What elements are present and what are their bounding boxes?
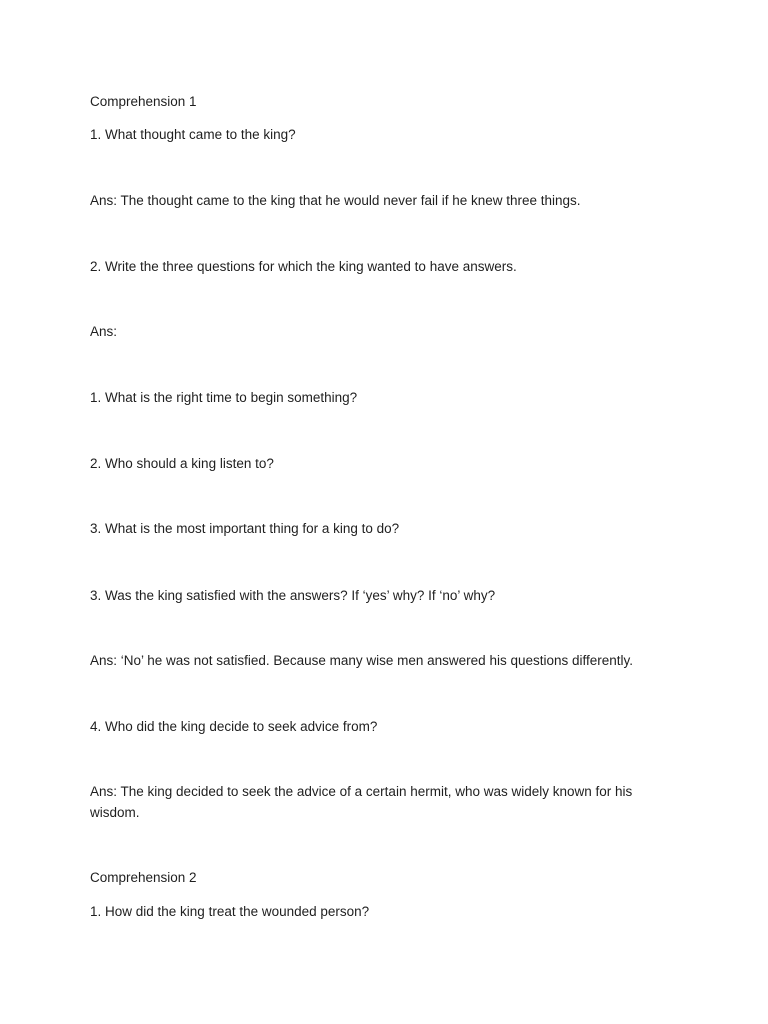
section-heading: Comprehension 1 — [90, 94, 197, 109]
answer-2-item: 2. Who should a king listen to? — [90, 456, 274, 471]
section-heading: Comprehension 2 — [90, 870, 197, 885]
answer-2-item: 3. What is the most important thing for a king to do? — [90, 521, 400, 536]
answer-2-item: 1. What is the right time to begin something? — [90, 390, 358, 405]
answer-3: Ans: ‘No’ he was not satisfied. Because many wise men answered his questions differently. — [90, 653, 634, 668]
answer-4: Ans: The king decided to seek the advice of a certain hermit, who was widely known for his wisdom. — [90, 784, 633, 820]
answer-2-label: Ans: — [90, 324, 118, 339]
question-3: 3. Was the king satisfied with the answers? If ‘yes’ why? If ‘no’ why? — [90, 588, 496, 603]
question-2: 2. Write the three questions for which the king wanted to have answers. — [90, 259, 517, 274]
answer-1: Ans: The thought came to the king that he would never fail if he knew three things. — [90, 193, 581, 208]
question-1: 1. What thought came to the king? — [90, 127, 296, 142]
question-4: 4. Who did the king decide to seek advice from? — [90, 719, 378, 734]
question-1: 1. How did the king treat the wounded person? — [90, 904, 370, 919]
